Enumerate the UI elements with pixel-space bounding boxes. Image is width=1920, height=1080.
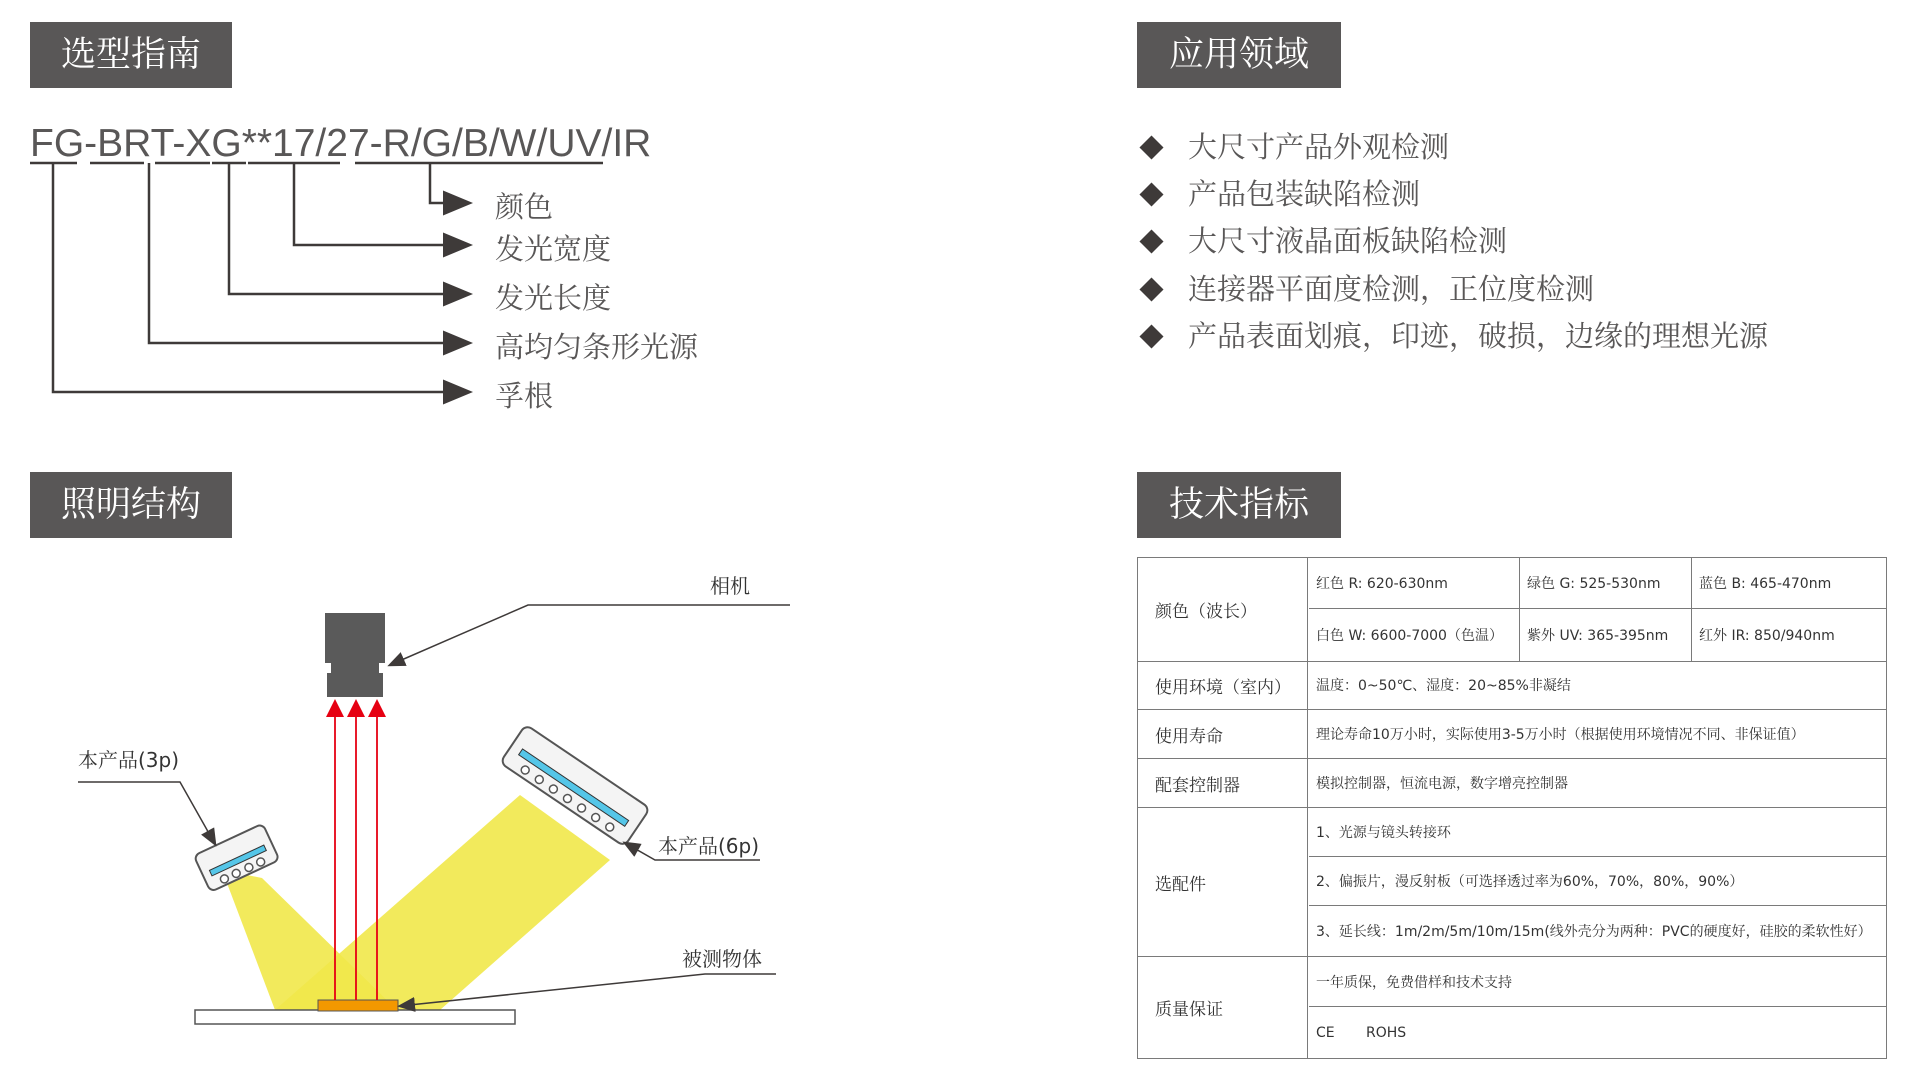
model-sep: - xyxy=(172,122,186,165)
section-title-application: 应用领域 xyxy=(1137,22,1341,88)
spec-cell-environment: 温度：0~50℃、湿度：20~85%非凝结 xyxy=(1316,678,1571,694)
spec-cell-accessory-1: 1、光源与镜头转接环 xyxy=(1316,825,1451,841)
spec-subrow xyxy=(1309,957,1886,1007)
spec-row-controller xyxy=(1138,759,1886,808)
application-item: 产品包装缺陷检测 xyxy=(1137,174,1420,214)
spec-table xyxy=(1137,557,1887,1059)
beam-6p xyxy=(275,795,610,1010)
spec-cell-accessory-3: 3、延长线：1m/2m/5m/10m/15m(线外壳分为两种：PVC的硬度好，硅胶的柔软性好） xyxy=(1316,924,1872,940)
spec-cell-blue: 蓝色 B: 465-470nm xyxy=(1691,558,1886,608)
spec-row-quality xyxy=(1138,957,1886,1058)
spec-cell-red: 红色 R: 620-630nm xyxy=(1316,576,1448,592)
guide-label-color: 颜色 xyxy=(495,190,554,224)
application-item: 大尺寸液晶面板缺陷检测 xyxy=(1137,221,1507,261)
spec-subrow xyxy=(1309,1007,1886,1058)
guide-label-length: 发光长度 xyxy=(495,281,612,315)
model-part-type: XG xyxy=(185,122,242,165)
guide-label-width: 发光宽度 xyxy=(495,232,612,266)
model-part-width: 17/27 xyxy=(272,122,370,165)
spec-cell-rohs: ROHS xyxy=(1366,1024,1407,1041)
spec-subrow xyxy=(1309,710,1886,758)
spec-subrow xyxy=(1309,906,1886,956)
label-object: 被测物体 xyxy=(682,947,762,971)
label-camera: 相机 xyxy=(710,574,750,598)
spec-label-quality: 质量保证 xyxy=(1138,957,1308,1058)
platform xyxy=(195,1010,515,1024)
connector-type xyxy=(149,163,468,343)
guide-underlines xyxy=(0,160,620,172)
application-item: 连接器平面度检测，正位度检测 xyxy=(1137,269,1594,309)
model-sep: - xyxy=(369,122,383,165)
spec-row-environment xyxy=(1138,661,1886,710)
spec-label-environment: 使用环境（室内） xyxy=(1138,661,1308,709)
spec-cell-controller: 模拟控制器，恒流电源，数字增亮控制器 xyxy=(1316,776,1568,792)
spec-label-color: 颜色（波长） xyxy=(1138,558,1308,661)
spec-cell-ir: 红外 IR: 850/940nm xyxy=(1691,609,1886,661)
spec-row-accessories xyxy=(1138,808,1886,957)
spec-cell-accessory-2: 2、偏振片，漫反射板（可选择透过率为60%，70%，80%，90%） xyxy=(1316,874,1744,890)
test-object xyxy=(318,1000,398,1011)
application-item: 产品表面划痕，印迹，破损，边缘的理想光源 xyxy=(1137,316,1768,356)
label-light-6p: 本产品(6p) xyxy=(658,834,760,858)
spec-subrow xyxy=(1309,808,1886,857)
diamond-bullet-icon xyxy=(1139,182,1163,206)
section-title-guide: 选型指南 xyxy=(30,22,232,88)
guide-label-type: 高均匀条形光源 xyxy=(495,330,699,364)
section-title-structure: 照明结构 xyxy=(30,472,232,538)
spec-row-color xyxy=(1138,558,1886,662)
guide-connectors xyxy=(0,155,480,455)
spec-cell-white: 白色 W: 6600-7000（色温） xyxy=(1316,628,1503,644)
spec-label-accessories: 选配件 xyxy=(1138,808,1308,956)
guide-label-brand: 孚根 xyxy=(495,379,554,413)
application-item: 大尺寸产品外观检测 xyxy=(1137,127,1449,167)
spec-cell-uv: 紫外 UV: 365-395nm xyxy=(1519,609,1691,661)
diamond-bullet-icon xyxy=(1139,229,1163,253)
connector-brand xyxy=(53,163,468,392)
model-part-series: BRT xyxy=(97,122,173,165)
section-title-specs: 技术指标 xyxy=(1137,472,1341,538)
spec-cell-green: 绿色 G: 525-530nm xyxy=(1519,558,1691,608)
model-part-length: ** xyxy=(241,122,273,165)
model-sep: - xyxy=(84,122,98,165)
leader-camera xyxy=(390,605,790,665)
camera xyxy=(325,613,385,697)
diamond-bullet-icon xyxy=(1139,135,1163,159)
spec-subrow xyxy=(1309,661,1886,709)
spec-subrow xyxy=(1309,759,1886,807)
connector-length xyxy=(229,163,468,294)
spec-subrow xyxy=(1309,857,1886,906)
spec-cell-quality-1: 一年质保，免费借样和技术支持 xyxy=(1316,974,1512,991)
diamond-bullet-icon xyxy=(1139,277,1163,301)
label-light-3p: 本产品(3p) xyxy=(78,748,180,772)
spec-subrow xyxy=(1309,558,1886,609)
model-part-brand: FG xyxy=(30,122,85,165)
spec-cell-ce: CE xyxy=(1316,1024,1335,1041)
spec-label-controller: 配套控制器 xyxy=(1138,759,1308,807)
spec-cell-life: 理论寿命10万小时，实际使用3-5万小时（根据使用环境情况不同、非保证值） xyxy=(1316,727,1805,743)
spec-row-life xyxy=(1138,710,1886,759)
leader-3p xyxy=(78,782,215,844)
spec-label-life: 使用寿命 xyxy=(1138,710,1308,758)
model-part-color: R/G/B/W/UV/IR xyxy=(382,122,652,165)
diamond-bullet-icon xyxy=(1139,324,1163,348)
illumination-diagram xyxy=(0,560,800,1060)
spec-subrow xyxy=(1309,609,1886,661)
